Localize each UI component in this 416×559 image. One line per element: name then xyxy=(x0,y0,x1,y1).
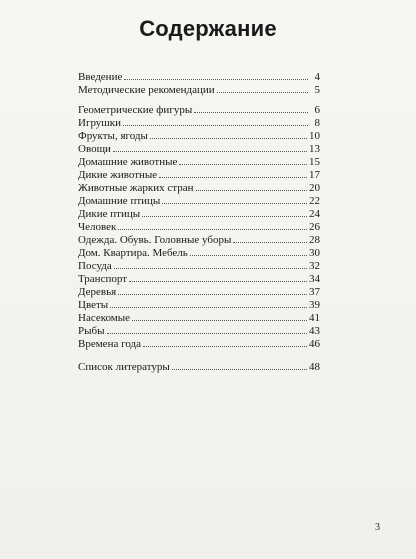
toc-entry-page: 39 xyxy=(309,299,320,311)
toc-entry xyxy=(78,232,320,246)
dot-leader xyxy=(123,125,308,126)
toc-entry-page: 26 xyxy=(309,221,320,233)
toc-entry xyxy=(78,206,320,220)
dot-leader xyxy=(143,346,307,347)
toc-entry-title: Фрукты, ягоды xyxy=(78,130,148,142)
dot-leader xyxy=(107,333,308,334)
toc-entry-page: 22 xyxy=(309,195,320,207)
toc-entry xyxy=(78,245,320,259)
toc-entry xyxy=(78,82,320,96)
dot-leader xyxy=(190,255,307,256)
toc-entry-page: 43 xyxy=(309,325,320,337)
toc-entry-title: Дикие птицы xyxy=(78,208,141,220)
toc-entry xyxy=(78,336,320,350)
page-number: 3 xyxy=(375,522,380,533)
toc-entry xyxy=(78,154,320,168)
dot-leader xyxy=(179,164,307,165)
toc-entry-title: Домашние птицы xyxy=(78,195,161,207)
toc-entry-page: 34 xyxy=(309,273,320,285)
dot-leader xyxy=(113,151,307,152)
toc-entry xyxy=(78,180,320,194)
toc-entry-title: Геометрические фигуры xyxy=(78,104,193,116)
dot-leader xyxy=(196,190,308,191)
toc-entry-title: Деревья xyxy=(78,286,117,298)
toc-entry-title: Методические рекомендации xyxy=(78,84,215,96)
toc-entry xyxy=(78,193,320,207)
dot-leader xyxy=(172,369,307,370)
dot-leader xyxy=(159,177,307,178)
dot-leader xyxy=(150,138,307,139)
toc-entry-page: 6 xyxy=(314,104,320,116)
toc-entry-title: Список литературы xyxy=(78,361,170,373)
toc-entry-page: 17 xyxy=(309,169,320,181)
toc-entry xyxy=(78,359,320,373)
toc-entry-page: 8 xyxy=(314,117,320,129)
toc-entry-page: 32 xyxy=(309,260,320,272)
toc-entry-page: 46 xyxy=(309,338,320,350)
dot-leader xyxy=(217,92,308,93)
dot-leader xyxy=(233,242,307,243)
dot-leader xyxy=(162,203,307,204)
toc-entry-page: 28 xyxy=(309,234,320,246)
toc-entry-title: Введение xyxy=(78,71,123,83)
toc-entry-page: 37 xyxy=(309,286,320,298)
toc-entry-title: Насекомые xyxy=(78,312,131,324)
dot-leader xyxy=(124,79,308,80)
dot-leader xyxy=(194,112,308,113)
toc-entry-page: 4 xyxy=(314,71,320,83)
toc-entry-page: 15 xyxy=(309,156,320,168)
dot-leader xyxy=(118,229,307,230)
toc-entry-page: 10 xyxy=(309,130,320,142)
toc-entry xyxy=(78,297,320,311)
toc-entry xyxy=(78,271,320,285)
toc-entry-title: Человек xyxy=(78,221,117,233)
dot-leader xyxy=(142,216,307,217)
toc-entry-page: 41 xyxy=(309,312,320,324)
dot-leader xyxy=(114,268,307,269)
toc-entry xyxy=(78,219,320,233)
toc-entry-title: Игрушки xyxy=(78,117,122,129)
toc-entry-title: Одежда. Обувь. Головные уборы xyxy=(78,234,232,246)
toc-entry-title: Рыбы xyxy=(78,325,105,337)
toc-entry-page: 48 xyxy=(309,361,320,373)
toc-entry xyxy=(78,69,320,83)
toc-entry-page: 5 xyxy=(314,84,320,96)
toc-entry xyxy=(78,141,320,155)
toc-entry-title: Овощи xyxy=(78,143,111,155)
toc-entry xyxy=(78,167,320,181)
toc-entry xyxy=(78,310,320,324)
toc-entry-title: Времена года xyxy=(78,338,141,350)
toc-entry xyxy=(78,284,320,298)
toc-entry-page: 24 xyxy=(309,208,320,220)
toc-entry xyxy=(78,323,320,337)
toc-entry-title: Дикие животные xyxy=(78,169,158,181)
toc-entry-page: 13 xyxy=(309,143,320,155)
toc-entry-title: Домашние животные xyxy=(78,156,178,168)
toc-entry xyxy=(78,102,320,116)
toc-entry-title: Цветы xyxy=(78,299,109,311)
toc-entry xyxy=(78,258,320,272)
toc-entry xyxy=(78,115,320,129)
toc-entry-title: Дом. Квартира. Мебель xyxy=(78,247,188,259)
dot-leader xyxy=(129,281,307,282)
page-title: Содержание xyxy=(139,16,277,41)
toc-entry-title: Животные жарких стран xyxy=(78,182,194,194)
dot-leader xyxy=(132,320,307,321)
dot-leader xyxy=(110,307,307,308)
toc-entry-page: 20 xyxy=(309,182,320,194)
toc-entry-title: Посуда xyxy=(78,260,112,272)
toc-entry-page: 30 xyxy=(309,247,320,259)
toc-entry-title: Транспорт xyxy=(78,273,128,285)
toc-entry xyxy=(78,128,320,142)
dot-leader xyxy=(118,294,307,295)
